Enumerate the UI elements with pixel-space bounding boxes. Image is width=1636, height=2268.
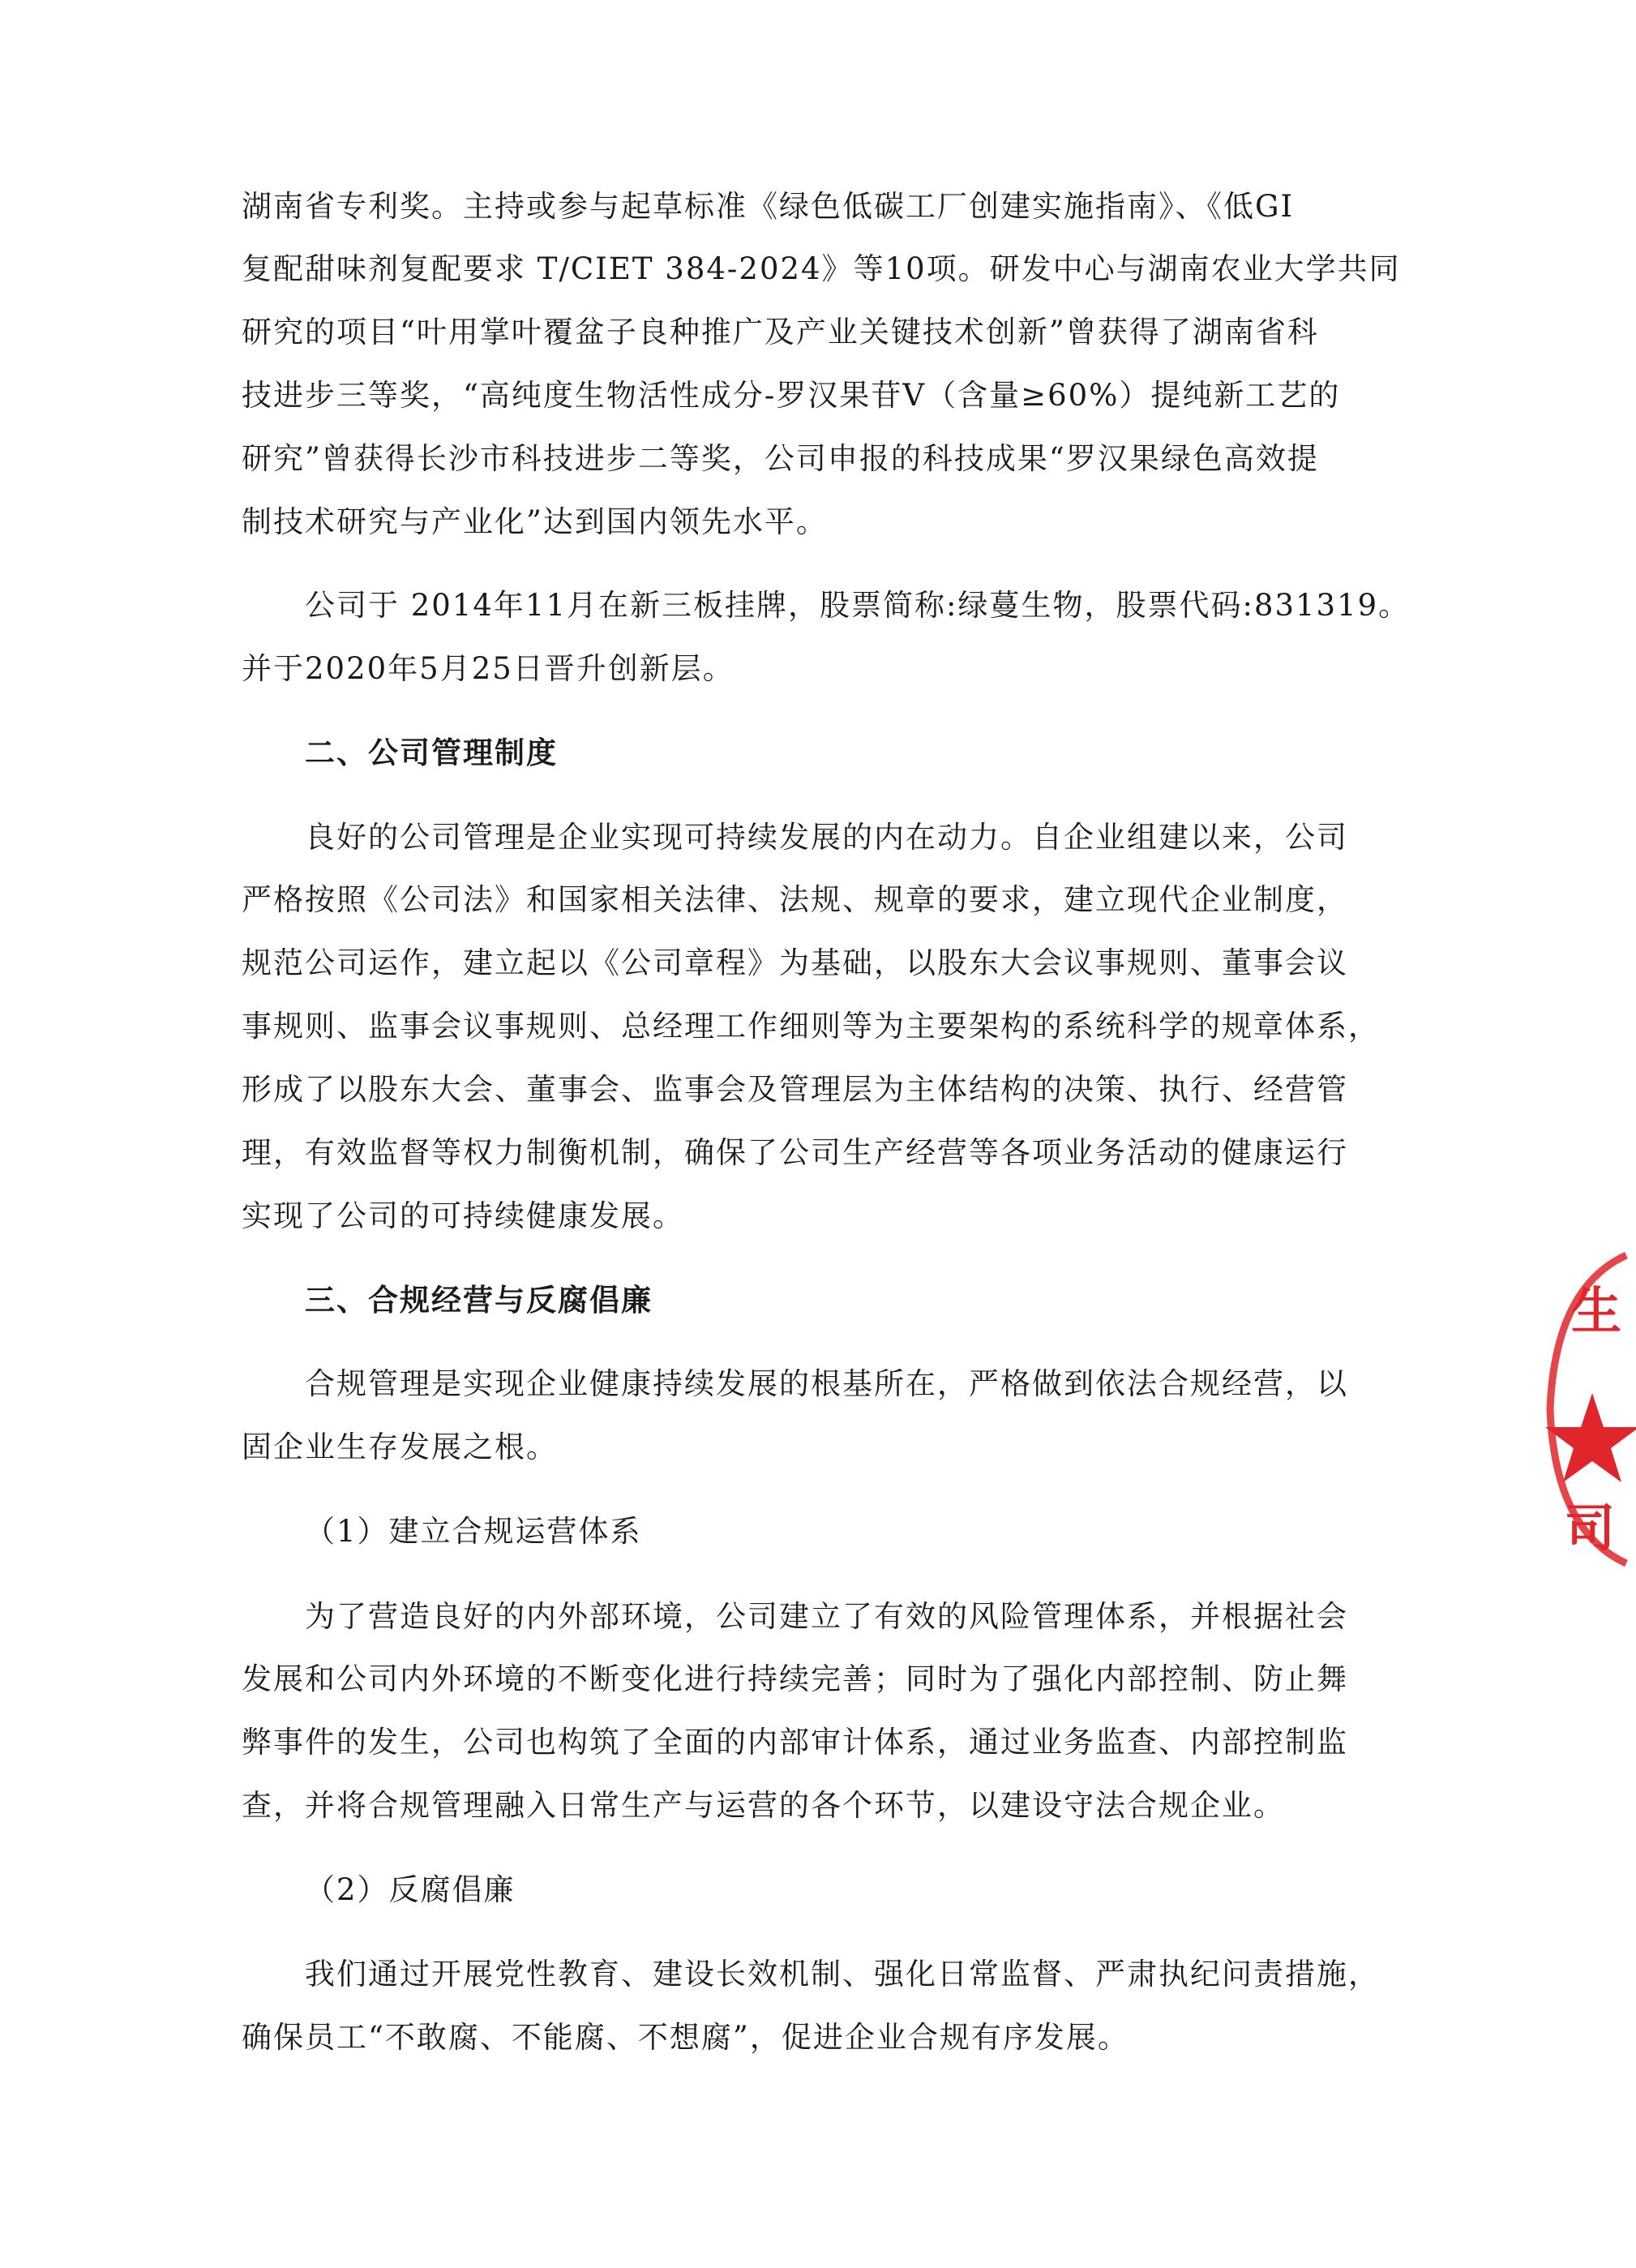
paragraph-line: 实现了公司的可持续健康发展。 [242, 1198, 684, 1233]
paragraph-line: 并于2020年5月25日晋升创新层。 [242, 651, 734, 686]
paragraph-line: 发展和公司内外环境的不断变化进行持续完善；同时为了强化内部控制、防止舞 [242, 1661, 1348, 1696]
paragraph-line: 合规管理是实现企业健康持续发展的根基所在，严格做到依法合规经营，以 [305, 1366, 1348, 1401]
paragraph-line: 严格按照《公司法》和国家相关法律、法规、规章的要求，建立现代企业制度， [242, 882, 1348, 917]
paragraph-line: 弊事件的发生，公司也构筑了全面的内部审计体系，通过业务监查、内部控制监 [242, 1725, 1348, 1760]
paragraph-line: 事规则、监事会议事规则、总经理工作细则等为主要架构的系统科学的规章体系， [242, 1009, 1380, 1044]
paragraph-line: 技进步三等奖，“高纯度生物活性成分-罗汉果苷V（含量≥60%）提纯新工艺的 [242, 378, 1341, 413]
section-heading: 二、公司管理制度 [305, 735, 558, 770]
paragraph-line: 固企业生存发展之根。 [242, 1430, 558, 1464]
paragraph-line: 制技术研究与产业化”达到国内领先水平。 [242, 504, 828, 539]
section-heading: 三、合规经营与反腐倡廉 [305, 1282, 653, 1318]
paragraph-line: 我们通过开展党性教育、建设长效机制、强化日常监督、严肃执纪问责措施， [305, 1957, 1380, 1991]
paragraph-line: 良好的公司管理是企业实现可持续发展的内在动力。自企业组建以来，公司 [305, 820, 1348, 855]
paragraph-line: 研究”曾获得长沙市科技进步二等奖，公司申报的科技成果“罗汉果绿色高效提 [242, 441, 1319, 476]
paragraph-line: 形成了以股东大会、董事会、监事会及管理层为主体结构的决策、执行、经营管 [242, 1072, 1348, 1107]
company-seal [1539, 1239, 1636, 1580]
subsection-heading: （2）反腐倡廉 [305, 1872, 516, 1907]
paragraph-line: 规范公司运作，建立起以《公司章程》为基础，以股东大会议事规则、董事会议 [242, 945, 1348, 980]
paragraph-line: 为了营造良好的内外部环境，公司建立了有效的风险管理体系，并根据社会 [305, 1599, 1348, 1634]
svg-text:司: 司 [1565, 1498, 1616, 1558]
svg-text:生: 生 [1571, 1281, 1622, 1340]
paragraph-line: 确保员工“不敢腐、不能腐、不想腐”，促进企业合规有序发展。 [242, 2020, 1129, 2055]
paragraph-line: 查，并将合规管理融入日常生产与运营的各个环节，以建设守法合规企业。 [242, 1788, 1285, 1823]
paragraph-line: 湖南省专利奖。主持或参与起草标准《绿色低碳工厂创建实施指南》、《低GI [242, 189, 1295, 224]
paragraph-line: 研究的项目“叶用掌叶覆盆子良种推广及产业关键技术创新”曾获得了湖南省科 [242, 315, 1319, 349]
paragraph-line: 复配甜味剂复配要求 T/CIET 384-2024》等10项。研发中心与湖南农业大学共同 [242, 251, 1401, 286]
paragraph-line: 理，有效监督等权力制衡机制，确保了公司生产经营等各项业务活动的健康运行 [242, 1135, 1348, 1170]
subsection-heading: （1）建立合规运营体系 [305, 1514, 642, 1549]
paragraph-line: 公司于 2014年11月在新三板挂牌，股票简称:绿蔓生物，股票代码:831319。 [305, 588, 1411, 623]
